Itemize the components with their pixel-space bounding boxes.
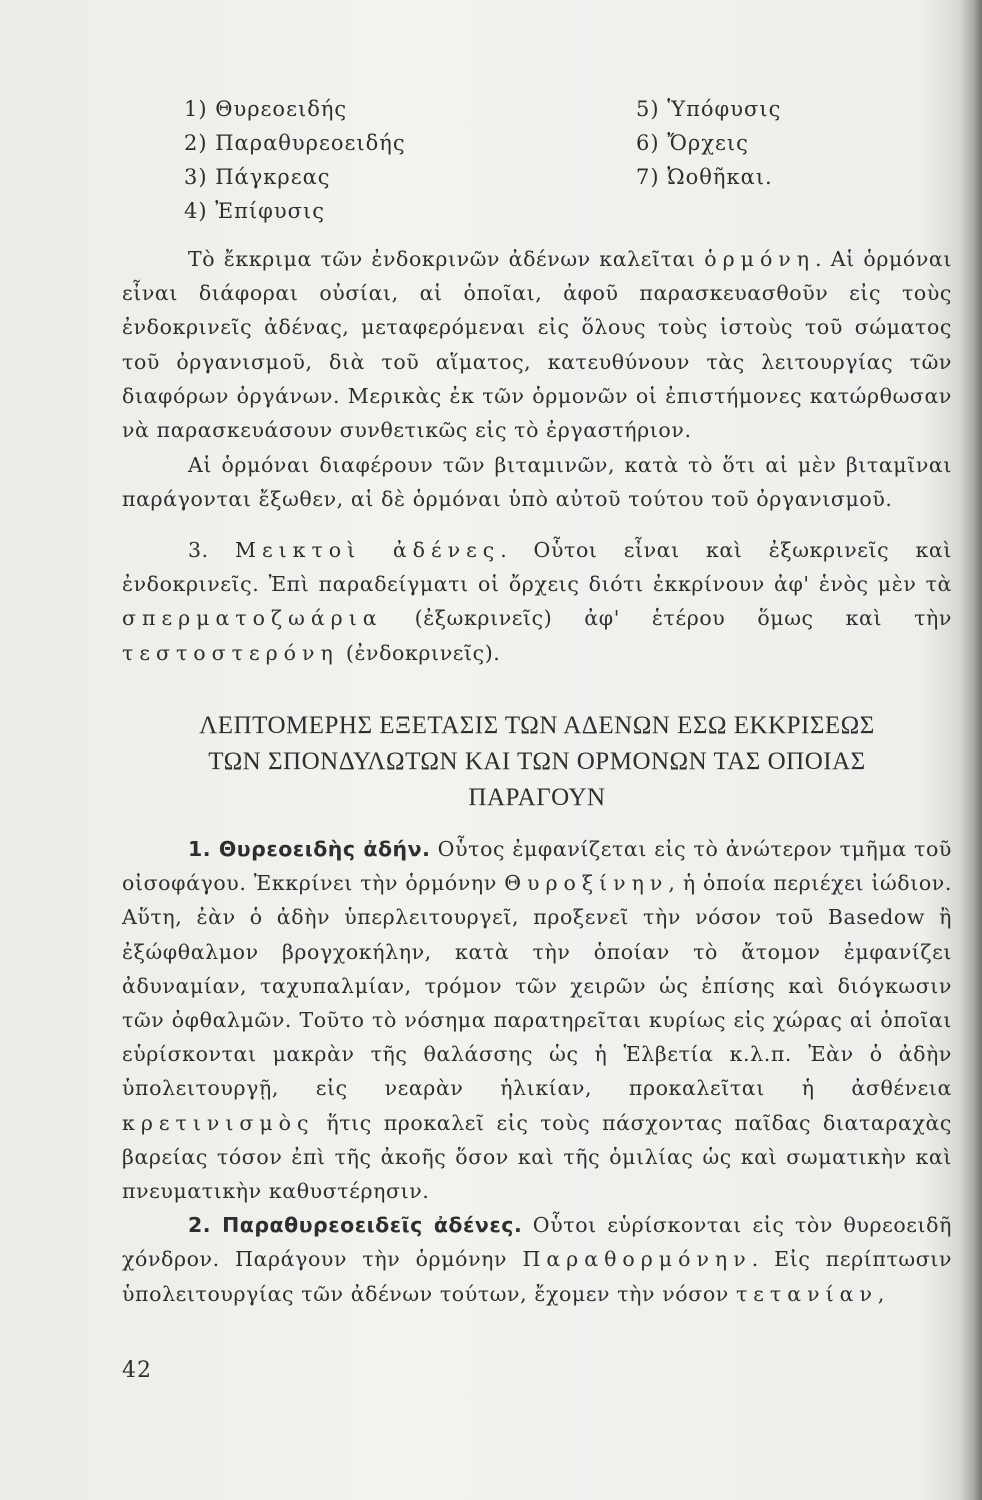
page-number: 42 (122, 1358, 152, 1383)
list-item: 6) Ὄρχεις (636, 131, 749, 155)
term-testosterone: τεστοστερόνη (122, 640, 339, 665)
term-spermatozoa: σπερματοζωάρια (122, 606, 383, 631)
term-hormone: ὁρμόνη (704, 247, 816, 271)
gland-list-left (184, 92, 406, 228)
term-parathormone: Παραθορμόνην (522, 1247, 752, 1272)
paragraph-text: Οὗτος ἐμφανίζεται εἰς τὸ ἀνώτερον τμῆμα τοῦ οἰσοφάγου. Ἐκκρίνει τὴν ὁρμόνην (122, 837, 952, 896)
section-title (122, 708, 952, 816)
list-item: 4) Ἐπίφυσις (184, 199, 325, 223)
hormone-paragraph (122, 242, 952, 447)
paragraph-text: (ἐξωκρινεῖς) ἀφ' ἑτέρου ὅμως καὶ τὴν (382, 606, 952, 631)
term-mixed-glands: Μεικτοὶ ἀδένες (235, 538, 501, 562)
paragraph-text: . Εἰς περίπτωσιν ὑπολειτουργίας τῶν ἀδένων τούτων, ἔχομεν τὴν νόσον (122, 1247, 953, 1306)
paragraph-text: . Αἱ ὁρμόναι εἶναι διάφοραι οὐσίαι, αἱ ὁποῖαι, ἀφοῦ παρασκευασθοῦν εἰς τοὺς ἐνδοκρινεῖς ἀδένας, μεταφερόμεναι εἰς ὅλους τοὺς ἱστοὺς τοῦ σώματος τοῦ ὀργανισμοῦ, διὰ τοῦ αἵματος, κατευθύνουν τὰς λειτουργίας τῶν διαφόρων ὀργάνων. Μερικὰς ἐκ τῶν ὁρμονῶν οἱ ἐπιστήμονες κατώρθωσαν νὰ παρασκευάσουν συνθετικῶς εἰς τὸ ἐργαστήριον. (122, 247, 952, 443)
page-edge-shadow (960, 0, 982, 1500)
mixed-glands-paragraph (122, 533, 952, 670)
paragraph-number: 3. (188, 538, 235, 562)
list-item: 2) Παραθυρεοειδής (184, 131, 406, 155)
paragraph-text: ἥτις προκαλεῖ εἰς τοὺς πάσχοντας παῖδας διαταραχὰς βαρείας τόσον ἐπὶ τῆς ἀκοῆς ὅσον καὶ τῆς ὁμιλίας ὡς καὶ σωματικὴν καὶ πνευματικὴν καθυστέρησιν. (122, 1110, 952, 1204)
paragraph-text: Οὗτοι εὑρίσκονται εἰς τὸν θυρεοειδῆ χόνδρον. Παράγουν τὴν ὁρμόνην (122, 1213, 952, 1272)
paragraph-text: , ἡ ὁποία περιέχει ἰώδιον. Αὕτη, ἐὰν ὁ ἀδὴν ὑπερλειτουργεῖ, προξενεῖ τὴν νόσον τοῦ Basedow ἢ ἐξώφθαλμον βρογχοκήλην, κατὰ τὴν ὁποίαν τὸ ἄτομον ἐμφανίζει ἀδυναμίαν, ταχυπαλμίαν, τρόμον τῶν χειρῶν ὡς ἐπίσης καὶ διόγκωσιν τῶν ὀφθαλμῶν. Τοῦτο τὸ νόσημα παρατηρεῖται κυρίως εἰς χώρας αἱ ὁποῖαι εὑρίσκονται μακρὰν τῆς θαλάσσης ὡς ἡ Ἑλβετία κ.λ.π. Ἐὰν ὁ ἀδὴν ὑπολειτουργῇ, εἰς νεαρὰν ἡλικίαν, προκαλεῖται ἡ ἀσθένεια (122, 871, 952, 1101)
thyroid-heading: 1. Θυρεοειδὴς ἀδήν. (188, 837, 431, 861)
list-item: 5) Ὑπόφυσις (636, 97, 782, 121)
section-title-line: ΛΕΠΤΟΜΕΡΗΣ ΕΞΕΤΑΣΙΣ ΤΩΝ ΑΔΕΝΩΝ ΕΣΩ ΕΚΚΡΙΣΕΩΣ (199, 712, 875, 739)
thyroid-paragraph (122, 832, 952, 1208)
section-title-line: ΠΑΡΑΓΟΥΝ (468, 784, 606, 811)
parathyroid-heading: 2. Παραθυρεοειδεῖς ἀδένες. (188, 1213, 523, 1238)
paragraph-text: Τὸ ἔκκριμα τῶν ἐνδοκρινῶν ἀδένων καλεῖται (188, 247, 705, 271)
paragraph-text: (ἐνδοκρινεῖς). (338, 640, 501, 665)
term-cretinism: κρετινισμὸς (122, 1110, 315, 1135)
parathyroid-paragraph (122, 1208, 952, 1311)
term-tetany: τετανίαν (735, 1281, 878, 1306)
section-title-line: ΤΩΝ ΣΠΟΝΔΥΛΩΤΩΝ ΚΑΙ ΤΩΝ ΟΡΜΟΝΩΝ ΤΑΣ ΟΠΟΙΑΣ (208, 748, 866, 775)
paragraph-text: . Οὗτοι εἶναι καὶ ἐξωκρινεῖς καὶ ἐνδοκρινεῖς. Ἐπὶ παραδείγματι οἱ ὄρχεις διότι ἐκκρίνουν ἀφ' ἑνὸς μὲν τὰ (122, 538, 952, 597)
paragraph-text: , (877, 1281, 886, 1306)
paragraph-text: Αἱ ὁρμόναι διαφέρουν τῶν βιταμινῶν, κατὰ τὸ ὅτι αἱ μὲν βιταμῖναι παράγονται ἔξωθεν, αἱ δὲ ὁρμόναι ὑπὸ αὐτοῦ τούτου τοῦ ὀργανισμοῦ. (122, 453, 952, 512)
gland-list-right (636, 92, 781, 194)
list-item: 7) Ὠοθῆκαι. (636, 165, 773, 189)
list-item: 1) Θυρεοειδής (184, 97, 348, 121)
vitamins-paragraph (122, 448, 952, 516)
term-thyroxine: Θυροξίνην (504, 871, 669, 896)
glands-detail-text (122, 832, 952, 1311)
list-item: 3) Πάγκρεας (184, 165, 331, 189)
